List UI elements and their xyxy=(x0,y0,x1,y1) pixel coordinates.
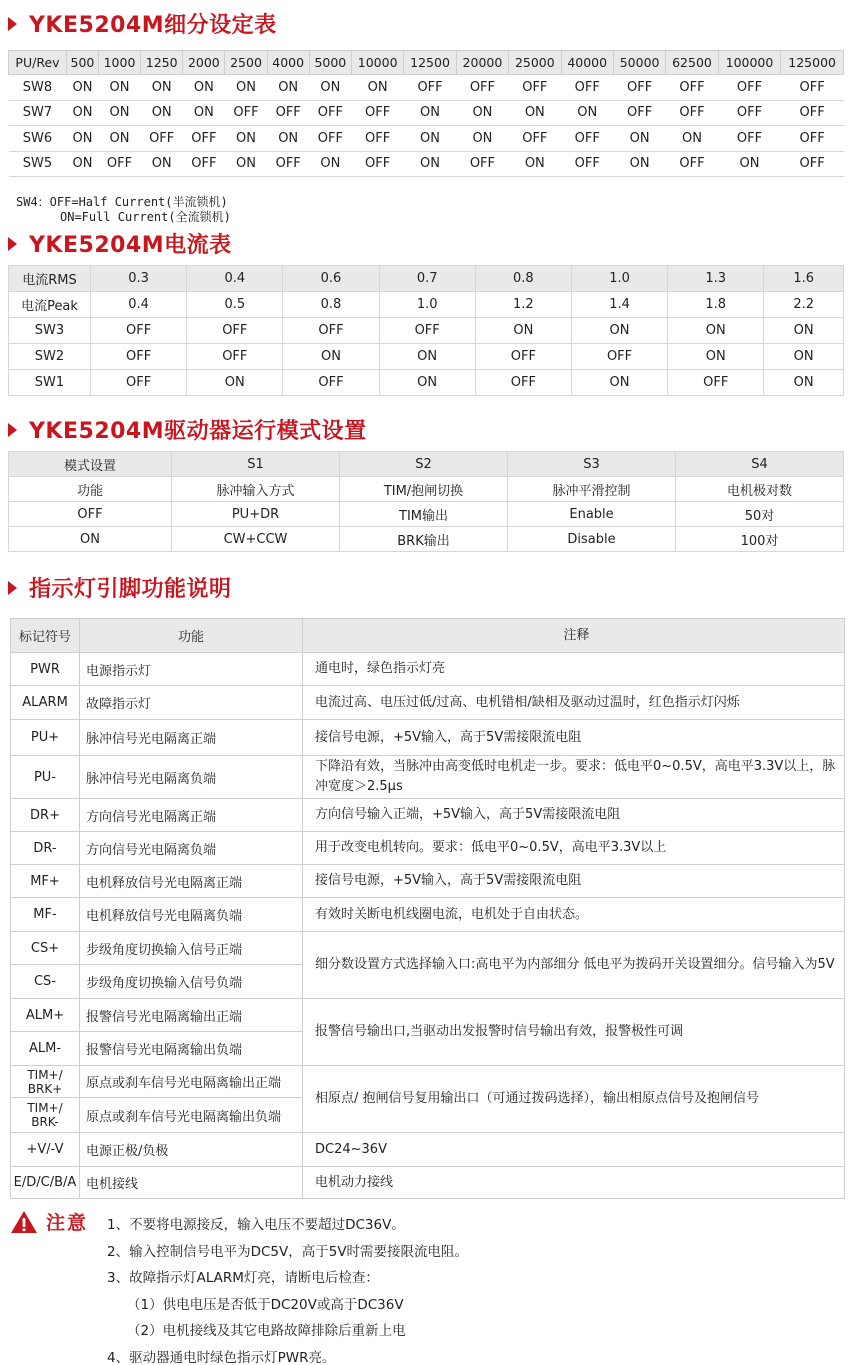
table-cell: OFF xyxy=(781,100,844,126)
table-cell: ON xyxy=(561,100,613,126)
table-cell: OFF xyxy=(351,151,403,177)
table-cell: ON xyxy=(666,126,718,152)
table-cell: ON xyxy=(668,318,764,344)
table-cell: 脉冲平滑控制 xyxy=(508,477,676,502)
pin-symbol: DR+ xyxy=(11,799,80,832)
pin-function: 电源正极/负极 xyxy=(80,1133,303,1167)
table-cell: OFF xyxy=(283,370,379,396)
table-cell: OFF xyxy=(351,100,403,126)
pin-function: 步级角度切换输入信号负端 xyxy=(80,965,303,999)
header-cell: 标记符号 xyxy=(11,619,80,653)
pin-function: 原点或刹车信号光电隔离输出正端 xyxy=(80,1066,303,1098)
table-header-row xyxy=(11,619,845,653)
table-row xyxy=(11,1167,845,1199)
pin-note: 接信号电源，+5V输入，高于5V需接限流电阻 xyxy=(303,865,845,898)
header-cell: 25000 xyxy=(509,51,561,75)
table-header-row xyxy=(9,51,844,75)
sw4-note xyxy=(16,195,231,225)
table-cell: 1.6 xyxy=(764,266,844,292)
sw4-note-line1: SW4：OFF=Half Current(半流锁机) xyxy=(16,195,228,209)
row-label: 功能 xyxy=(9,477,172,502)
table-row xyxy=(11,932,845,965)
pin-function: 方向信号光电隔离正端 xyxy=(80,799,303,832)
pin-symbol: CS+ xyxy=(11,932,80,965)
pin-note: 接信号电源，+5V输入，高于5V需接限流电阻 xyxy=(303,720,845,756)
table-cell: 0.6 xyxy=(283,266,379,292)
warning-label: 注意 xyxy=(46,1212,89,1234)
table-cell: OFF xyxy=(561,75,613,101)
table-cell: OFF xyxy=(183,126,225,152)
section-title-subdivision xyxy=(8,8,277,39)
pin-symbol: +V/-V xyxy=(11,1133,80,1167)
header-cell: 2500 xyxy=(225,51,267,75)
table-cell: OFF xyxy=(379,318,475,344)
table-row xyxy=(9,527,844,552)
pin-function: 脉冲信号光电隔离负端 xyxy=(80,756,303,799)
table-cell: 0.8 xyxy=(283,292,379,318)
table-cell: ON xyxy=(225,75,267,101)
table-cell: ON xyxy=(98,75,140,101)
pin-note: 报警信号输出口,当驱动出发报警时信号输出有效，报警极性可调 xyxy=(303,999,845,1066)
table-row xyxy=(9,477,844,502)
table-cell: CW+CCW xyxy=(172,527,340,552)
row-label: SW7 xyxy=(9,100,67,126)
table-cell: ON xyxy=(571,318,667,344)
table-cell: ON xyxy=(141,100,183,126)
header-cell: 1000 xyxy=(98,51,140,75)
table-cell: 1.8 xyxy=(668,292,764,318)
table-cell: 100对 xyxy=(676,527,844,552)
table-cell: OFF xyxy=(141,126,183,152)
pin-note: 细分数设置方式选择输入口:高电平为内部细分 低电平为拨码开关设置细分。信号输入为5V xyxy=(303,932,845,999)
table-cell: 0.8 xyxy=(475,266,571,292)
header-cell: 62500 xyxy=(666,51,718,75)
table-cell: S4 xyxy=(676,452,844,477)
table-cell: OFF xyxy=(666,151,718,177)
header-cell: 10000 xyxy=(351,51,403,75)
table-cell: S2 xyxy=(340,452,508,477)
pin-symbol: PU- xyxy=(11,756,80,799)
pin-function: 报警信号光电隔离输出负端 xyxy=(80,1032,303,1066)
row-label: SW6 xyxy=(9,126,67,152)
table-cell: 0.4 xyxy=(187,266,283,292)
header-cell: 1250 xyxy=(141,51,183,75)
table-cell: OFF xyxy=(475,344,571,370)
table-row xyxy=(11,756,845,799)
table-cell: Enable xyxy=(508,502,676,527)
table-row xyxy=(9,151,844,177)
table-cell: ON xyxy=(509,100,561,126)
pin-symbol: MF- xyxy=(11,898,80,932)
table-cell: ON xyxy=(613,126,665,152)
table-cell: PU+DR xyxy=(172,502,340,527)
table-cell: OFF xyxy=(91,370,187,396)
table-cell: OFF xyxy=(781,151,844,177)
pin-function: 电机接线 xyxy=(80,1167,303,1199)
table-cell: ON xyxy=(309,151,351,177)
table-cell: S1 xyxy=(172,452,340,477)
table-cell: ON xyxy=(764,318,844,344)
table-cell: ON xyxy=(613,151,665,177)
subdivision-table xyxy=(8,50,844,177)
section-title-current xyxy=(8,228,232,259)
header-cell: 20000 xyxy=(456,51,508,75)
table-cell: OFF xyxy=(571,344,667,370)
table-row xyxy=(11,832,845,865)
note-item: 3、故障指示灯ALARM灯亮，请断电后检查： xyxy=(107,1270,379,1286)
pin-symbol: ALARM xyxy=(11,686,80,720)
header-cell: 500 xyxy=(66,51,98,75)
table-cell: ON xyxy=(183,75,225,101)
table-cell: OFF xyxy=(91,344,187,370)
header-cell: 12500 xyxy=(404,51,456,75)
table-cell: 2.2 xyxy=(764,292,844,318)
table-row xyxy=(9,452,844,477)
pin-symbol: ALM- xyxy=(11,1032,80,1066)
table-cell: OFF xyxy=(351,126,403,152)
table-cell: OFF xyxy=(225,100,267,126)
table-cell: 1.0 xyxy=(571,266,667,292)
header-cell: PU/Rev xyxy=(9,51,67,75)
note-subitem: （2）电机接线及其它电路故障排除后重新上电 xyxy=(127,1323,406,1339)
table-cell: 1.0 xyxy=(379,292,475,318)
pin-symbol: PWR xyxy=(11,653,80,686)
table-row xyxy=(9,126,844,152)
table-cell: ON xyxy=(668,344,764,370)
table-cell: ON xyxy=(404,100,456,126)
table-cell: OFF xyxy=(781,75,844,101)
arrow-right-icon xyxy=(8,237,17,251)
table-cell: Disable xyxy=(508,527,676,552)
table-cell: 0.5 xyxy=(187,292,283,318)
table-row xyxy=(11,720,845,756)
table-cell: ON xyxy=(456,126,508,152)
section-title-mode xyxy=(8,414,367,445)
table-cell: OFF xyxy=(509,75,561,101)
table-row xyxy=(9,370,844,396)
table-cell: OFF xyxy=(613,75,665,101)
table-cell: ON xyxy=(183,100,225,126)
table-row xyxy=(11,898,845,932)
table-cell: 电机极对数 xyxy=(676,477,844,502)
table-cell: OFF xyxy=(183,151,225,177)
pin-symbol: DR- xyxy=(11,832,80,865)
row-label: 电流RMS xyxy=(9,266,91,292)
table-cell: ON xyxy=(267,75,309,101)
table-cell: OFF xyxy=(561,151,613,177)
pin-note: 有效时关断电机线圈电流，电机处于自由状态。 xyxy=(303,898,845,932)
section-title-text: YKE5204M驱动器运行模式设置 xyxy=(29,419,367,444)
table-cell: 0.4 xyxy=(91,292,187,318)
table-cell: ON xyxy=(379,370,475,396)
header-cell: 125000 xyxy=(781,51,844,75)
table-cell: ON xyxy=(225,151,267,177)
table-row xyxy=(9,502,844,527)
row-label: SW8 xyxy=(9,75,67,101)
table-cell: OFF xyxy=(91,318,187,344)
arrow-right-icon xyxy=(8,17,17,31)
table-cell: BRK输出 xyxy=(340,527,508,552)
table-cell: OFF xyxy=(187,344,283,370)
table-row xyxy=(11,686,845,720)
pin-function-table xyxy=(10,618,845,1199)
table-cell: TIM输出 xyxy=(340,502,508,527)
pin-note: 方向信号输入正端，+5V输入，高于5V需接限流电阻 xyxy=(303,799,845,832)
pin-function: 脉冲信号光电隔离正端 xyxy=(80,720,303,756)
table-row xyxy=(9,266,844,292)
table-cell: OFF xyxy=(666,100,718,126)
table-cell: ON xyxy=(66,100,98,126)
table-cell: OFF xyxy=(718,100,781,126)
pin-symbol: E/D/C/B/A xyxy=(11,1167,80,1199)
pin-function: 方向信号光电隔离负端 xyxy=(80,832,303,865)
table-cell: 脉冲输入方式 xyxy=(172,477,340,502)
table-cell: ON xyxy=(718,151,781,177)
table-cell: OFF xyxy=(509,126,561,152)
note-item: 2、输入控制信号电平为DC5V，高于5V时需要接限流电阻。 xyxy=(107,1243,469,1260)
row-label: ON xyxy=(9,527,172,552)
pin-function: 原点或刹车信号光电隔离输出负端 xyxy=(80,1098,303,1133)
table-cell: ON xyxy=(764,370,844,396)
table-row xyxy=(11,1133,845,1167)
table-cell: OFF xyxy=(309,126,351,152)
pin-symbol: PU+ xyxy=(11,720,80,756)
current-table xyxy=(8,265,844,396)
table-cell: OFF xyxy=(613,100,665,126)
table-cell: ON xyxy=(764,344,844,370)
pin-note: 电机动力接线 xyxy=(303,1167,845,1199)
section-title-indicator xyxy=(8,572,232,603)
table-cell: ON xyxy=(351,75,403,101)
table-cell: OFF xyxy=(404,75,456,101)
table-cell: TIM/抱闸切换 xyxy=(340,477,508,502)
sw4-note-line2: ON=Full Current(全流锁机) xyxy=(60,210,231,224)
pin-note: 用于改变电机转向。要求：低电平0~0.5V，高电平3.3V以上 xyxy=(303,832,845,865)
mode-table xyxy=(8,451,844,552)
table-row xyxy=(11,799,845,832)
table-row xyxy=(11,1066,845,1098)
table-row xyxy=(9,100,844,126)
table-cell: ON xyxy=(141,151,183,177)
note-item: 1、不要将电源接反，输入电压不要超过DC36V。 xyxy=(107,1217,405,1233)
pin-note: 下降沿有效，当脉冲由高变低时电机走一步。要求：低电平0~0.5V，高电平3.3V以上，脉冲宽度＞2.5μs xyxy=(303,756,845,799)
table-row xyxy=(11,865,845,898)
table-cell: ON xyxy=(66,126,98,152)
table-cell: ON xyxy=(404,126,456,152)
section-title-text: YKE5204M电流表 xyxy=(29,233,232,258)
warning-header xyxy=(10,1208,88,1235)
pin-function: 电机释放信号光电隔离负端 xyxy=(80,898,303,932)
pin-note: 通电时，绿色指示灯亮 xyxy=(303,653,845,686)
table-row xyxy=(9,75,844,101)
table-row xyxy=(9,318,844,344)
table-cell: 1.4 xyxy=(571,292,667,318)
table-cell: OFF xyxy=(718,126,781,152)
table-cell: 1.2 xyxy=(475,292,571,318)
table-cell: ON xyxy=(571,370,667,396)
header-cell: 50000 xyxy=(613,51,665,75)
table-row xyxy=(11,999,845,1032)
pin-note: DC24~36V xyxy=(303,1133,845,1167)
table-cell: OFF xyxy=(668,370,764,396)
table-cell: ON xyxy=(379,344,475,370)
pin-function: 报警信号光电隔离输出正端 xyxy=(80,999,303,1032)
pin-symbol: TIM+/ BRK- xyxy=(11,1098,80,1133)
header-cell: 100000 xyxy=(718,51,781,75)
table-cell: ON xyxy=(98,126,140,152)
table-row xyxy=(9,292,844,318)
pin-function: 电机释放信号光电隔离正端 xyxy=(80,865,303,898)
table-cell: OFF xyxy=(267,100,309,126)
table-cell: OFF xyxy=(98,151,140,177)
row-label: SW5 xyxy=(9,151,67,177)
table-cell: ON xyxy=(98,100,140,126)
table-cell: ON xyxy=(66,75,98,101)
table-cell: 1.3 xyxy=(668,266,764,292)
table-cell: ON xyxy=(404,151,456,177)
pin-function: 步级角度切换输入信号正端 xyxy=(80,932,303,965)
table-cell: OFF xyxy=(456,75,508,101)
row-label: SW1 xyxy=(9,370,91,396)
table-cell: ON xyxy=(509,151,561,177)
table-cell: ON xyxy=(456,100,508,126)
arrow-right-icon xyxy=(8,581,17,595)
table-cell: OFF xyxy=(781,126,844,152)
notes-list xyxy=(107,1212,468,1365)
table-cell: OFF xyxy=(187,318,283,344)
pin-note: 电流过高、电压过低/过高、电机错相/缺相及驱动过温时，红色指示灯闪烁 xyxy=(303,686,845,720)
table-cell: OFF xyxy=(561,126,613,152)
table-cell: OFF xyxy=(267,151,309,177)
header-cell: 功能 xyxy=(80,619,303,653)
table-cell: OFF xyxy=(666,75,718,101)
table-cell: OFF xyxy=(283,318,379,344)
section-title-text: YKE5204M细分设定表 xyxy=(29,13,277,38)
note-item: 4、驱动器通电时绿色指示灯PWR亮。 xyxy=(107,1349,336,1365)
header-cell: 注释 xyxy=(303,619,845,653)
row-label: SW3 xyxy=(9,318,91,344)
section-title-text: 指示灯引脚功能说明 xyxy=(29,577,232,602)
pin-function: 故障指示灯 xyxy=(80,686,303,720)
table-row xyxy=(9,344,844,370)
pin-function: 电源指示灯 xyxy=(80,653,303,686)
row-label: 模式设置 xyxy=(9,452,172,477)
pin-symbol: MF+ xyxy=(11,865,80,898)
table-cell: ON xyxy=(267,126,309,152)
header-cell: 4000 xyxy=(267,51,309,75)
pin-symbol: CS- xyxy=(11,965,80,999)
header-cell: 2000 xyxy=(183,51,225,75)
table-cell: ON xyxy=(225,126,267,152)
row-label: 电流Peak xyxy=(9,292,91,318)
pin-note: 相原点/ 抱闸信号复用输出口（可通过拨码选择），输出相原点信号及抱闸信号 xyxy=(303,1066,845,1133)
table-cell: ON xyxy=(66,151,98,177)
table-cell: ON xyxy=(187,370,283,396)
table-cell: OFF xyxy=(475,370,571,396)
table-cell: ON xyxy=(475,318,571,344)
note-subitem: （1）供电电压是否低于DC20V或高于DC36V xyxy=(127,1296,404,1313)
arrow-right-icon xyxy=(8,423,17,437)
table-row xyxy=(11,653,845,686)
header-cell: 40000 xyxy=(561,51,613,75)
table-cell: 0.3 xyxy=(91,266,187,292)
table-cell: OFF xyxy=(456,151,508,177)
pin-symbol: ALM+ xyxy=(11,999,80,1032)
table-cell: S3 xyxy=(508,452,676,477)
warning-icon xyxy=(10,1210,38,1234)
row-label: OFF xyxy=(9,502,172,527)
row-label: SW2 xyxy=(9,344,91,370)
pin-symbol: TIM+/ BRK+ xyxy=(11,1066,80,1098)
table-cell: OFF xyxy=(309,100,351,126)
header-cell: 5000 xyxy=(309,51,351,75)
table-cell: ON xyxy=(309,75,351,101)
table-cell: ON xyxy=(141,75,183,101)
table-cell: ON xyxy=(283,344,379,370)
table-cell: OFF xyxy=(718,75,781,101)
table-cell: 0.7 xyxy=(379,266,475,292)
table-cell: 50对 xyxy=(676,502,844,527)
